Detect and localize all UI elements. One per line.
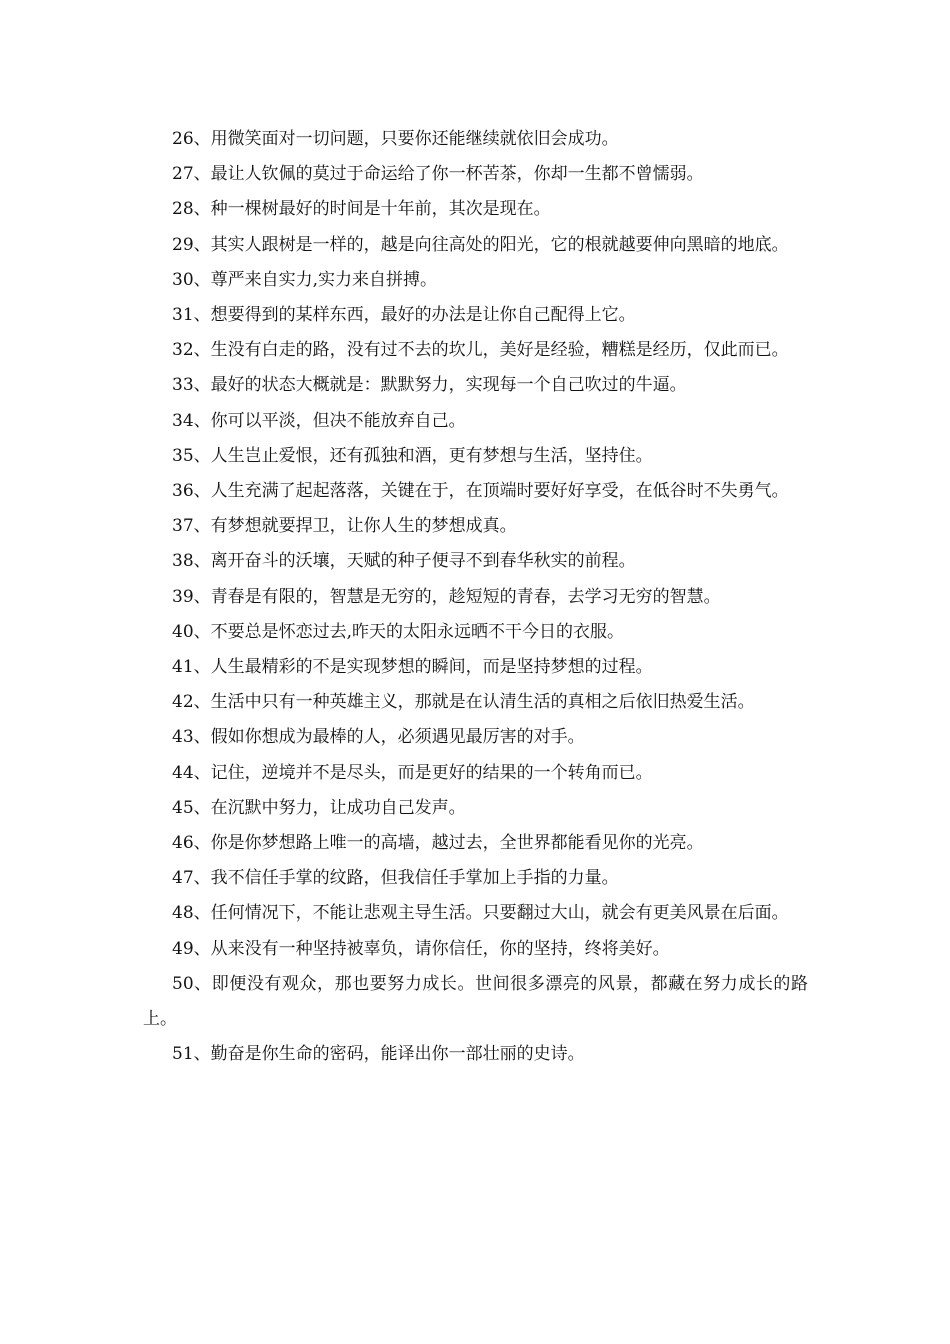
paragraph-45: 45、在沉默中努力，让成功自己发声。 bbox=[172, 797, 466, 818]
paragraph-35: 35、人生岂止爱恨，还有孤独和酒，更有梦想与生活，坚持住。 bbox=[172, 445, 653, 466]
paragraph-48: 48、任何情况下，不能让悲观主导生活。只要翻过大山，就会有更美风景在后面。 bbox=[172, 903, 789, 924]
document-body bbox=[143, 122, 808, 1072]
paragraph-41: 41、人生最精彩的不是实现梦想的瞬间，而是坚持梦想的过程。 bbox=[172, 657, 653, 678]
paragraph-43: 43、假如你想成为最棒的人，必须遇见最厉害的对手。 bbox=[172, 727, 585, 748]
paragraph-38: 38、离开奋斗的沃壤，天赋的种子便寻不到春华秋实的前程。 bbox=[172, 551, 636, 572]
paragraph-40: 40、不要总是怀恋过去,昨天的太阳永远晒不干今日的衣服。 bbox=[172, 621, 625, 642]
paragraph-39: 39、青春是有限的，智慧是无穷的，趁短短的青春，去学习无穷的智慧。 bbox=[172, 586, 721, 607]
paragraph-37: 37、有梦想就要捍卫，让你人生的梦想成真。 bbox=[172, 516, 517, 537]
paragraph-49: 49、从来没有一种坚持被辜负，请你信任，你的坚持，终将美好。 bbox=[172, 938, 670, 959]
paragraph-36: 36、人生充满了起起落落，关键在于，在顶端时要好好享受，在低谷时不失勇气。 bbox=[172, 481, 789, 502]
paragraph-50: 50、即便没有观众，那也要努力成长。世间很多漂亮的风景，都藏在努力成长的路上。 bbox=[143, 973, 808, 1030]
paragraph-30: 30、尊严来自实力,实力来自拼搏。 bbox=[172, 269, 438, 290]
paragraph-31: 31、想要得到的某样东西，最好的办法是让你自己配得上它。 bbox=[172, 305, 636, 326]
paragraph-28: 28、种一棵树最好的时间是十年前，其次是现在。 bbox=[172, 199, 551, 220]
paragraph-44: 44、记住，逆境并不是尽头，而是更好的结果的一个转角而已。 bbox=[172, 762, 653, 783]
paragraph-33: 33、最好的状态大概就是：默默努力，实现每一个自己吹过的牛逼。 bbox=[172, 375, 687, 396]
paragraph-46: 46、你是你梦想路上唯一的高墙，越过去，全世界都能看见你的光亮。 bbox=[172, 833, 704, 854]
paragraph-51: 51、勤奋是你生命的密码，能译出你一部壮丽的史诗。 bbox=[172, 1044, 585, 1065]
paragraph-47: 47、我不信任手掌的纹路，但我信任手掌加上手指的力量。 bbox=[172, 868, 619, 889]
paragraph-32: 32、生没有白走的路，没有过不去的坎儿，美好是经验，糟糕是经历，仅此而已。 bbox=[172, 340, 789, 361]
paragraph-26: 26、用微笑面对一切问题，只要你还能继续就依旧会成功。 bbox=[172, 129, 619, 149]
paragraph-34: 34、你可以平淡，但决不能放弃自己。 bbox=[172, 410, 466, 431]
paragraph-27: 27、最让人钦佩的莫过于命运给了你一杯苦茶，你却一生都不曾懦弱。 bbox=[172, 164, 704, 185]
paragraph-29: 29、其实人跟树是一样的，越是向往高处的阳光，它的根就越要伸向黑暗的地底。 bbox=[172, 234, 789, 255]
paragraph-42: 42、生活中只有一种英雄主义，那就是在认清生活的真相之后依旧热爱生活。 bbox=[172, 692, 755, 713]
